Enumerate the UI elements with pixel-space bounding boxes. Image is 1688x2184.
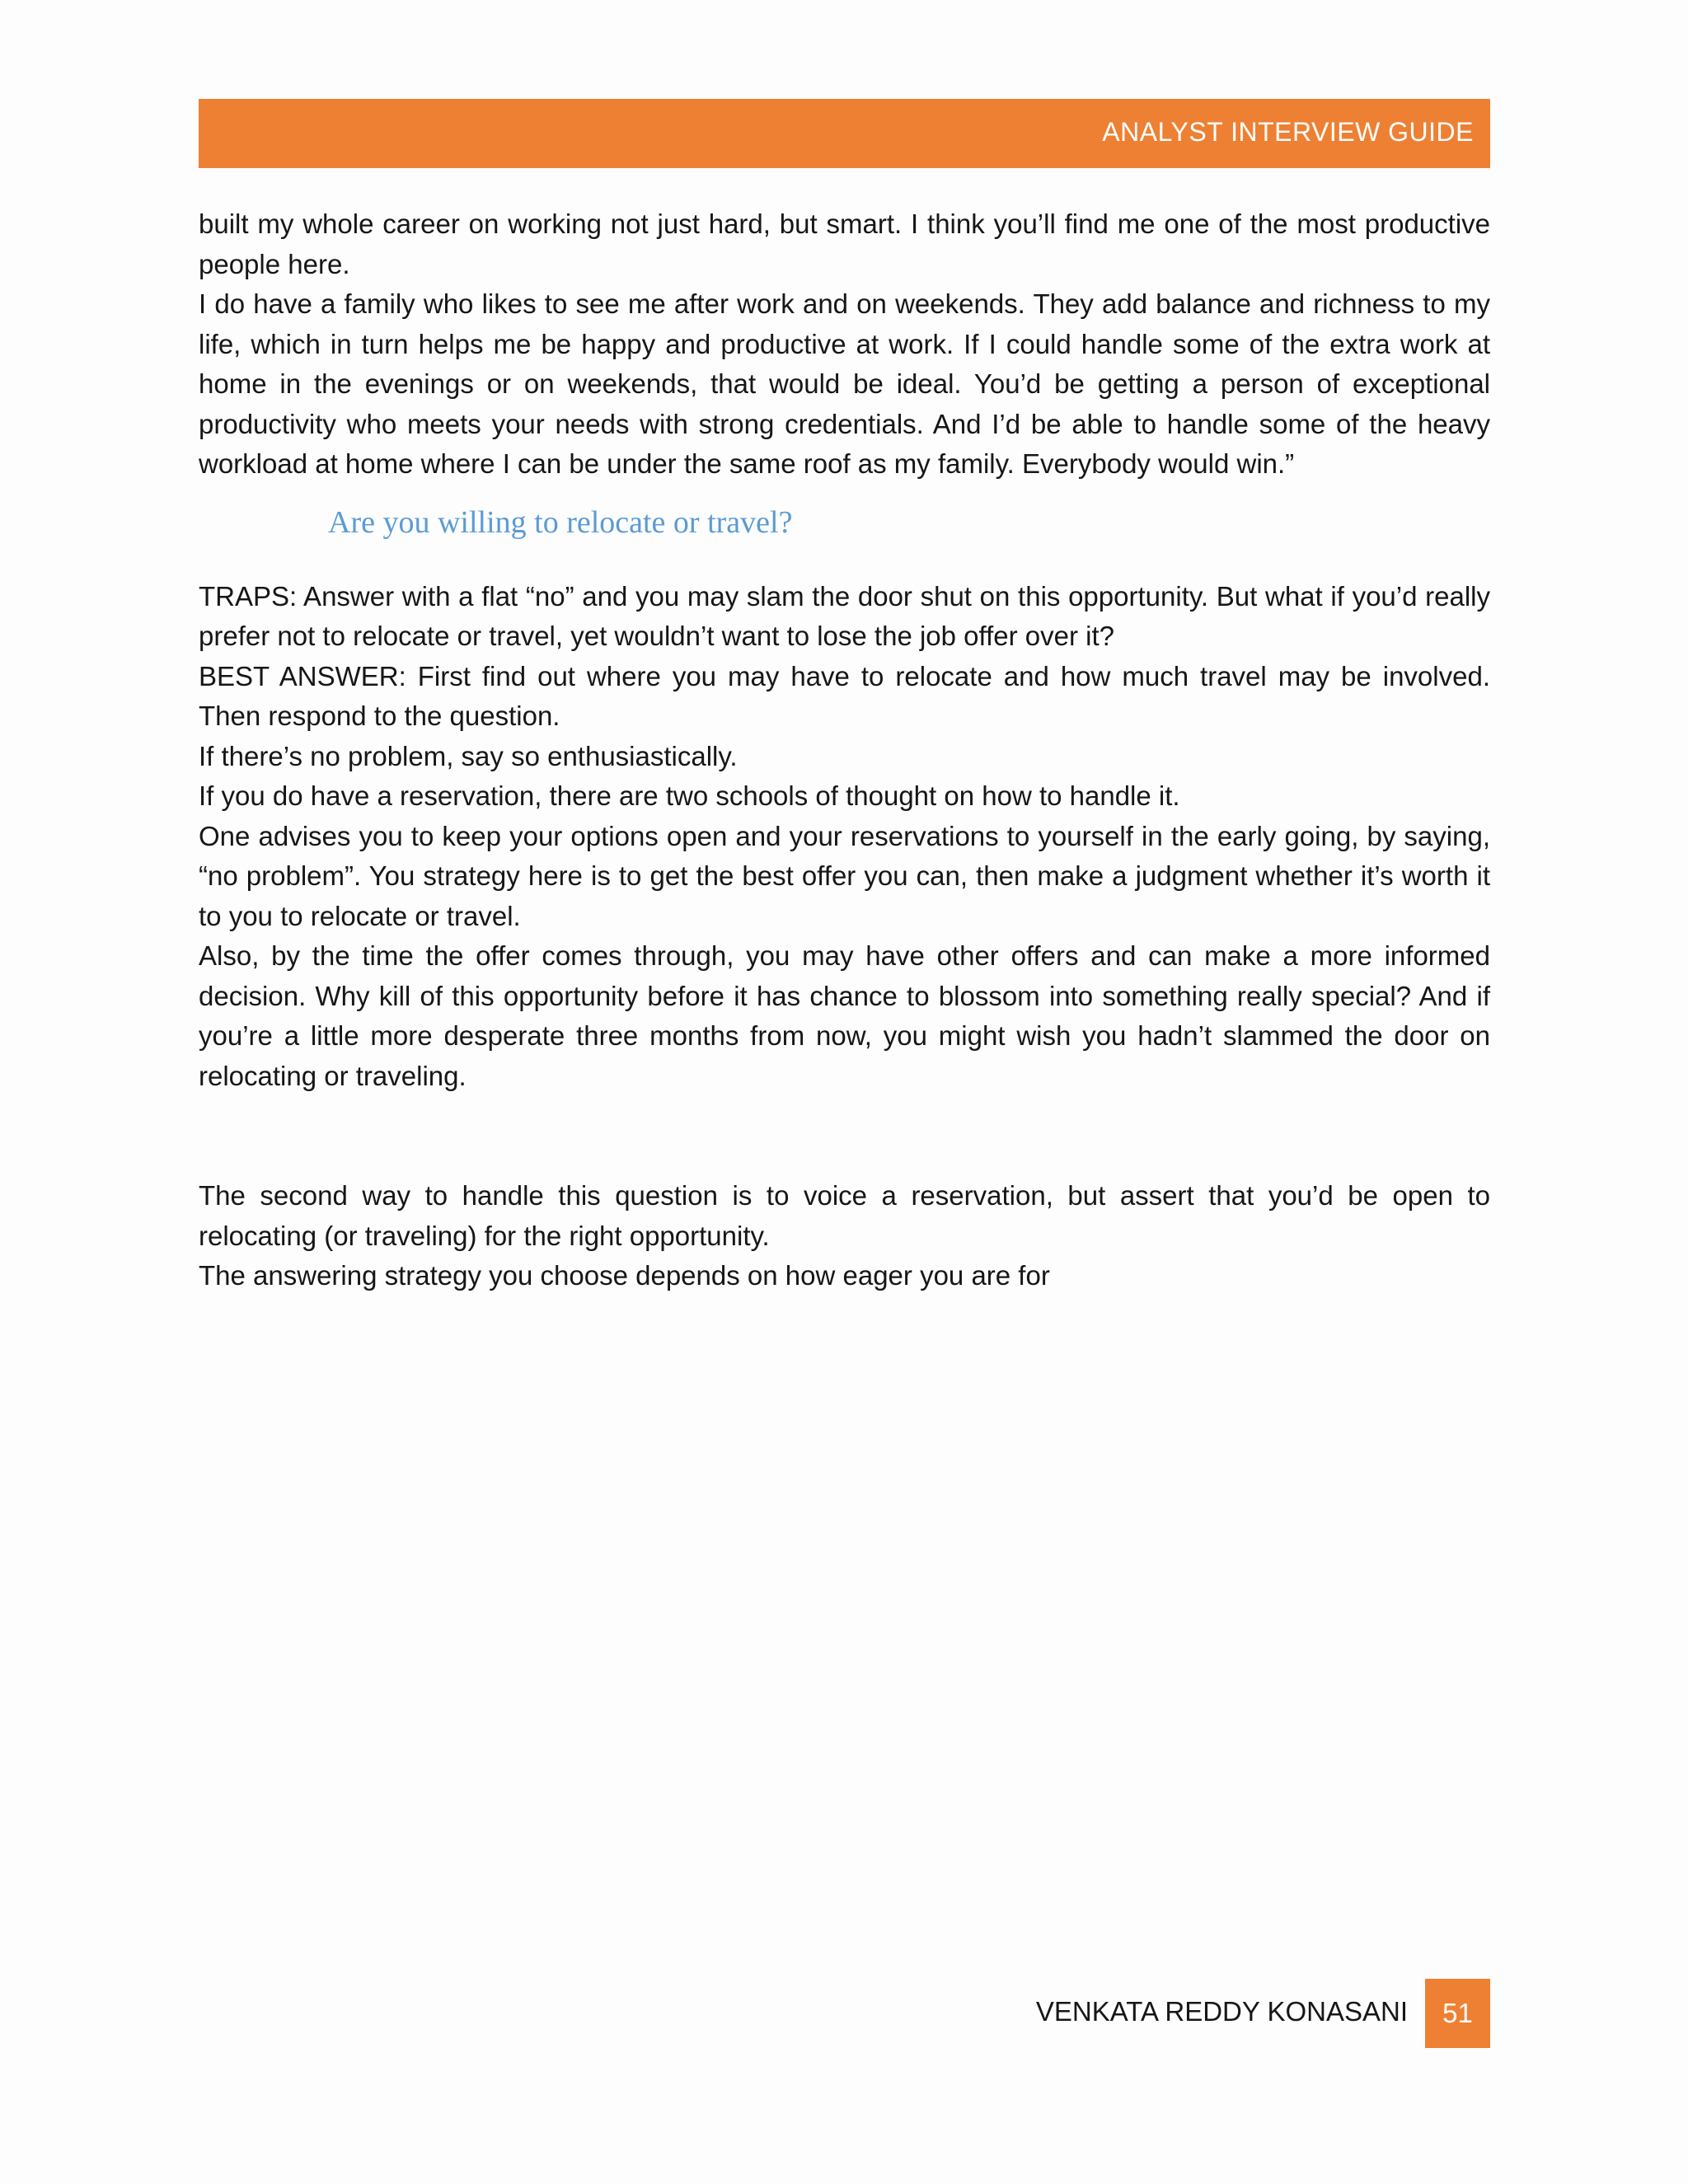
paragraph-spacer	[199, 1096, 1490, 1176]
page-content	[199, 204, 1490, 1296]
footer-author: VENKATA REDDY KONASANI	[1035, 1996, 1408, 2027]
paragraph-traps: TRAPS: Answer with a flat “no” and you may slam the door shut on this opportunity. But what if you’d really prefer not to relocate or travel, yet wouldn’t want to lose the job offer over it?	[199, 580, 1490, 651]
paragraph: The second way to handle this question is to voice a reservation, but assert that you’d be open to relocating (or traveling) for the right opportunity.	[199, 1180, 1490, 1251]
page-number: 51	[1442, 1998, 1473, 2028]
header-bar	[199, 99, 1490, 168]
paragraph: If there’s no problem, say so enthusiastically.	[199, 740, 738, 771]
paragraph: I do have a family who likes to see me after work and on weekends. They add balance and richness to my life, which in turn helps me be happy and productive at work. If I could handle some of the extra work at home in the evenings or on weekends, that would be ideal. You’d be getting a person of exceptional productivity who meets your needs with strong credentials. And I’d be able to handle some of the heavy workload at home where I can be under the same roof as my family. Everybody would win.”	[199, 288, 1490, 479]
paragraph: The answering strategy you choose depends on how eager you are for	[199, 1260, 1050, 1291]
paragraph: built my whole career on working not just hard, but smart. I think you’ll find me one of the most productive people here.	[199, 209, 1490, 279]
paragraph: One advises you to keep your options open and your reservations to yourself in the early going, by saying, “no problem”. You strategy here is to get the best offer you can, then make a judgment whether it’s worth it to you to relocate or travel.	[199, 820, 1490, 931]
page-number-box	[1425, 1979, 1490, 2048]
paragraph: Also, by the time the offer comes through, you may have other offers and can make a more informed decision. Why kill of this opportunity before it has chance to blossom into something really special? And if you’re a little more desperate three months from now, you might wish you hadn’t slammed the door on relocating or traveling.	[199, 940, 1490, 1091]
section-heading: Are you willing to relocate or travel?	[328, 504, 793, 540]
paragraph-best-answer: BEST ANSWER: First find out where you may have to relocate and how much travel may be involved. Then respond to the question.	[199, 660, 1490, 731]
paragraph: If you do have a reservation, there are two schools of thought on how to handle it.	[199, 780, 1180, 811]
header-title: ANALYST INTERVIEW GUIDE	[1102, 117, 1474, 147]
